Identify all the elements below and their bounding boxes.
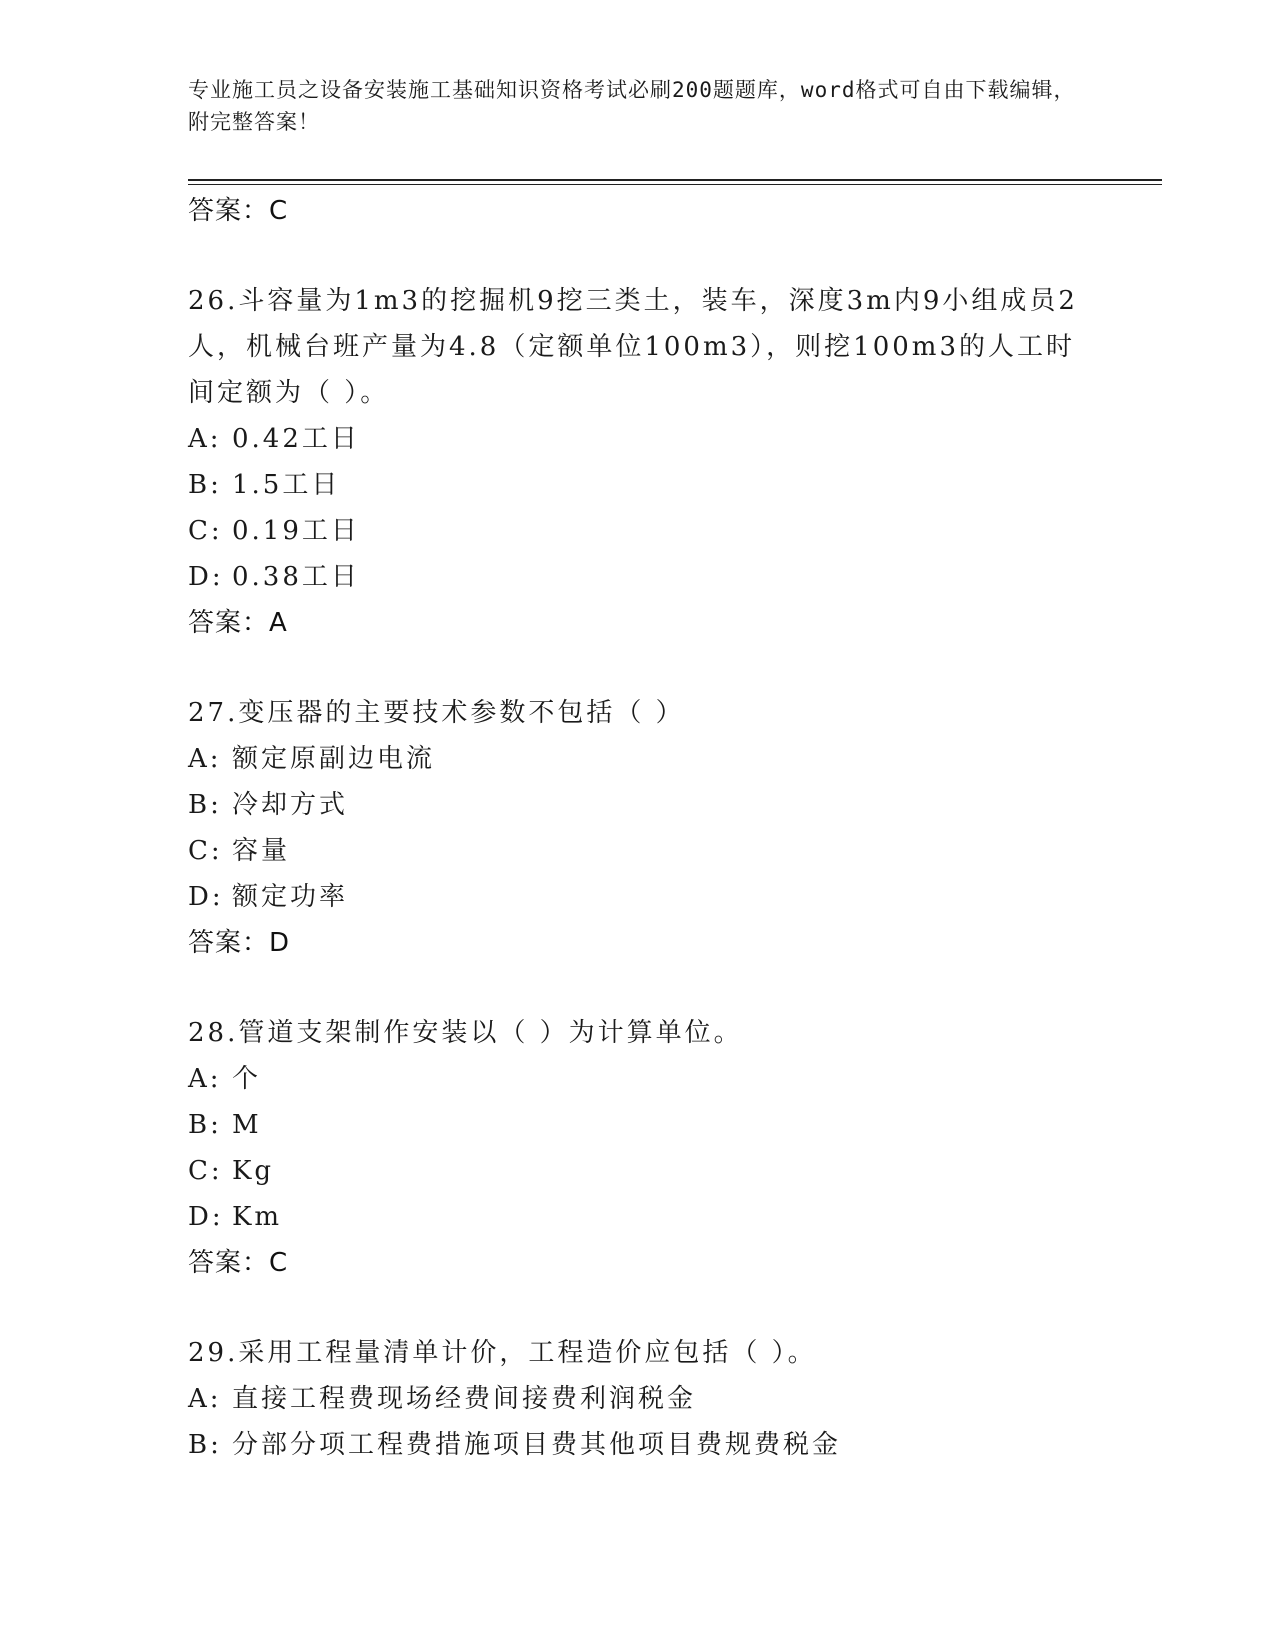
- answer-line: 答案：A: [188, 608, 288, 638]
- option-key: D:: [188, 562, 224, 592]
- question-stem: 27.变压器的主要技术参数不包括（ ）: [188, 698, 685, 728]
- spacer: [188, 966, 1088, 1010]
- option-key: B:: [188, 790, 222, 820]
- option-text: 额定功率: [232, 882, 349, 912]
- option-key: C:: [188, 1156, 223, 1186]
- question-stem: 29.采用工程量清单计价，工程造价应包括（ ）。: [188, 1338, 817, 1368]
- header-rule: [188, 179, 1162, 181]
- question-28: [188, 1010, 1088, 1286]
- option-key: B:: [188, 1430, 222, 1460]
- option-text: 0.38工日: [232, 562, 360, 592]
- header-rule-thin: [188, 184, 1162, 185]
- option-b: [188, 782, 1088, 828]
- option-b: [188, 1102, 1088, 1148]
- question-29: [188, 1330, 1088, 1468]
- option-d: [188, 554, 1088, 600]
- option-key: C:: [188, 836, 223, 866]
- question-27: [188, 690, 1088, 966]
- option-key: A:: [188, 744, 222, 774]
- option-text: 个: [232, 1064, 262, 1094]
- option-key: A:: [188, 424, 222, 454]
- option-d: [188, 874, 1088, 920]
- option-key: D:: [188, 1202, 224, 1232]
- question-stem: 26.斗容量为1m3的挖掘机9挖三类土，装车，深度3m内9小组成员2人，机械台班产量为4.8（定额单位100m3），则挖100m3的人工时间定额为（ ）。: [188, 286, 1078, 408]
- option-d: [188, 1194, 1088, 1240]
- option-c: [188, 508, 1088, 554]
- option-c: [188, 1148, 1088, 1194]
- option-key: B:: [188, 470, 222, 500]
- option-key: D:: [188, 882, 224, 912]
- option-text: Km: [232, 1202, 283, 1232]
- option-text: Kg: [232, 1156, 275, 1186]
- option-text: 分部分项工程费措施项目费其他项目费规费税金: [232, 1430, 842, 1460]
- option-text: 额定原副边电流: [232, 744, 436, 774]
- option-text: 冷却方式: [232, 790, 349, 820]
- option-a: [188, 1376, 1088, 1422]
- answer-line: 答案：C: [188, 1248, 289, 1278]
- spacer: [188, 646, 1088, 690]
- option-key: B:: [188, 1110, 222, 1140]
- option-text: 直接工程费现场经费间接费利润税金: [232, 1384, 697, 1414]
- question-26: [188, 278, 1088, 646]
- option-a: [188, 416, 1088, 462]
- spacer: [188, 1286, 1088, 1330]
- option-a: [188, 1056, 1088, 1102]
- question-list: [188, 188, 1088, 1468]
- option-text: 0.19工日: [232, 516, 360, 546]
- answer-line: 答案：C: [188, 196, 289, 226]
- option-text: 1.5工日: [232, 470, 341, 500]
- answer-line: 答案：D: [188, 928, 291, 958]
- option-text: 0.42工日: [232, 424, 360, 454]
- option-a: [188, 736, 1088, 782]
- option-text: M: [232, 1110, 262, 1140]
- option-b: [188, 462, 1088, 508]
- question-stem: 28.管道支架制作安装以（ ）为计算单位。: [188, 1018, 743, 1048]
- page-header: 专业施工员之设备安装施工基础知识资格考试必刷200题题库，word格式可自由下载编辑，附完整答案！: [188, 78, 1076, 134]
- option-text: 容量: [232, 836, 291, 866]
- option-key: C:: [188, 516, 223, 546]
- spacer: [188, 234, 1088, 278]
- option-c: [188, 828, 1088, 874]
- option-key: A:: [188, 1384, 222, 1414]
- option-key: A:: [188, 1064, 222, 1094]
- option-b: [188, 1422, 1088, 1468]
